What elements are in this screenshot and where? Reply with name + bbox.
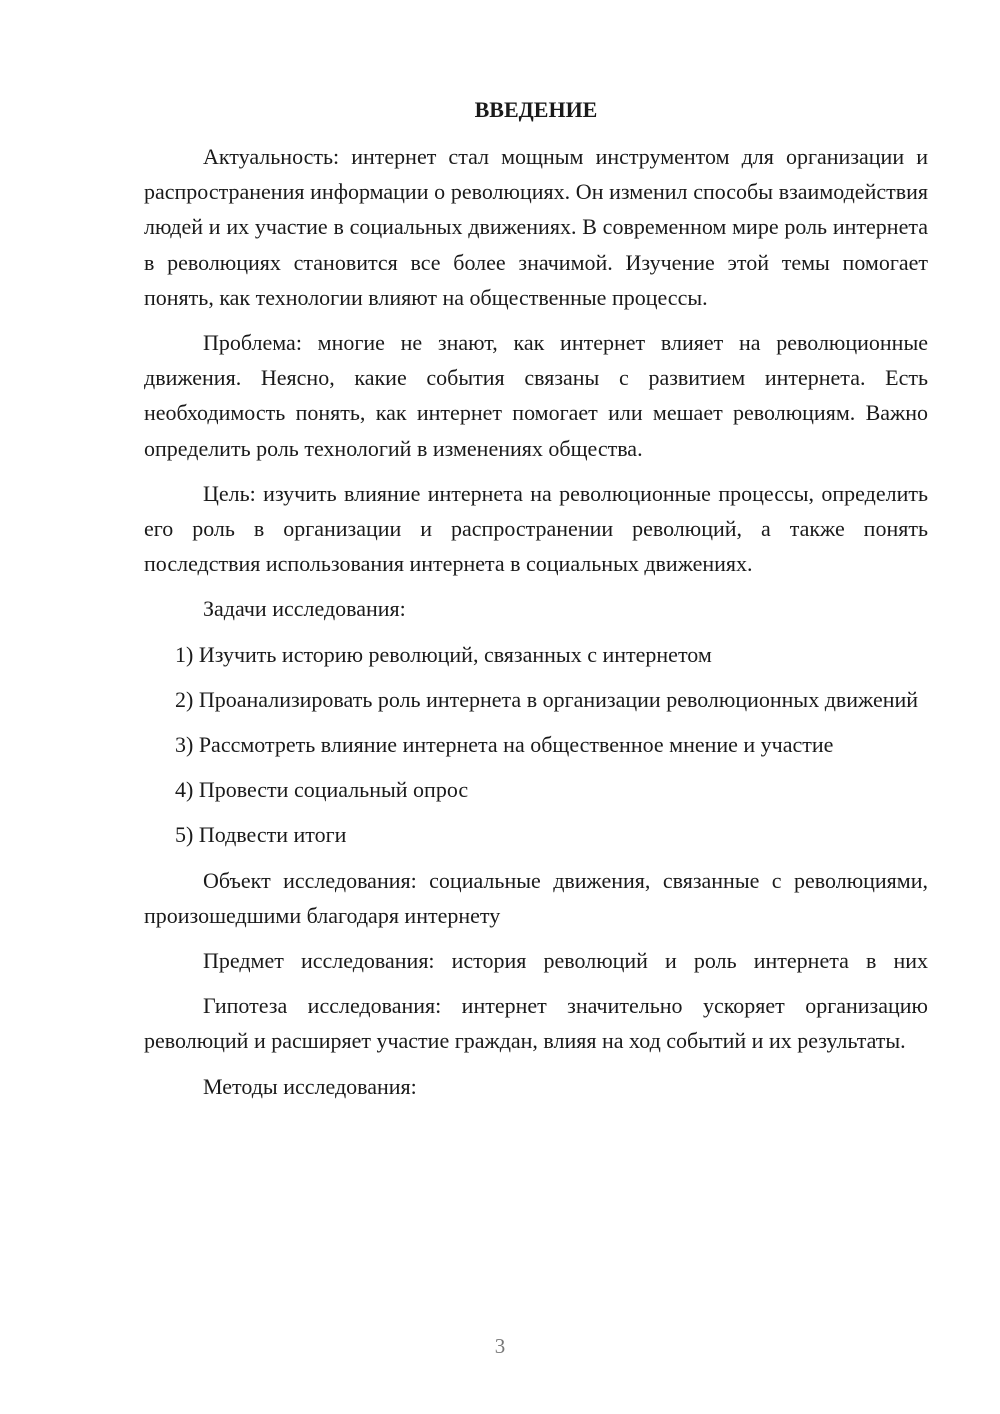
paragraph-relevance: Актуальность: интернет стал мощным инструментом для организации и распространения информации о революциях. Он изменил способы взаимодействия людей и их участие в социальных движениях. В современном мире роль интернета в революциях становится все более значимой. Изучение этой темы помогает понять, как технологии влияют на общественные процессы.	[144, 144, 928, 310]
task-item-5: 5) Подвести итоги	[175, 822, 347, 848]
paragraph-problem: Проблема: многие не знают, как интернет влияет на революционные движения. Неясно, какие события связаны с развитием интернета. Есть необходимость понять, как интернет помогает или мешает революциям. Важно определить роль технологий в изменениях общества.	[144, 330, 928, 461]
paragraph-goal: Цель: изучить влияние интернета на революционные процессы, определить его роль в организации и распространении революций, а также понять последствия использования интернета в социальных движениях.	[144, 480, 928, 577]
paragraph-hypothesis: Гипотеза исследования: интернет значительно ускоряет организацию революций и расширяет участие граждан, влияя на ход событий и их результаты.	[144, 993, 928, 1054]
page-number: 3	[494, 1334, 506, 1358]
task-item-4: 4) Провести социальный опрос	[175, 777, 469, 803]
section-title: ВВЕДЕНИЕ	[474, 97, 598, 122]
document-body	[144, 92, 928, 1114]
task-item-1: 1) Изучить историю революций, связанных с интернетом	[175, 641, 712, 667]
task-item-2: 2) Проанализировать роль интернета в организации революционных движений	[175, 686, 919, 712]
tasks-heading: Задачи исследования:	[203, 596, 406, 622]
paragraph-methods: Методы исследования:	[203, 1073, 417, 1099]
paragraph-object: Объект исследования: социальные движения, связанные с революциями, произошедшими благодаря интернету	[144, 867, 928, 928]
task-item-3: 3) Рассмотреть влияние интернета на общественное мнение и участие	[175, 732, 834, 758]
paragraph-subject: Предмет исследования: история революций и роль интернета в них	[203, 948, 928, 974]
